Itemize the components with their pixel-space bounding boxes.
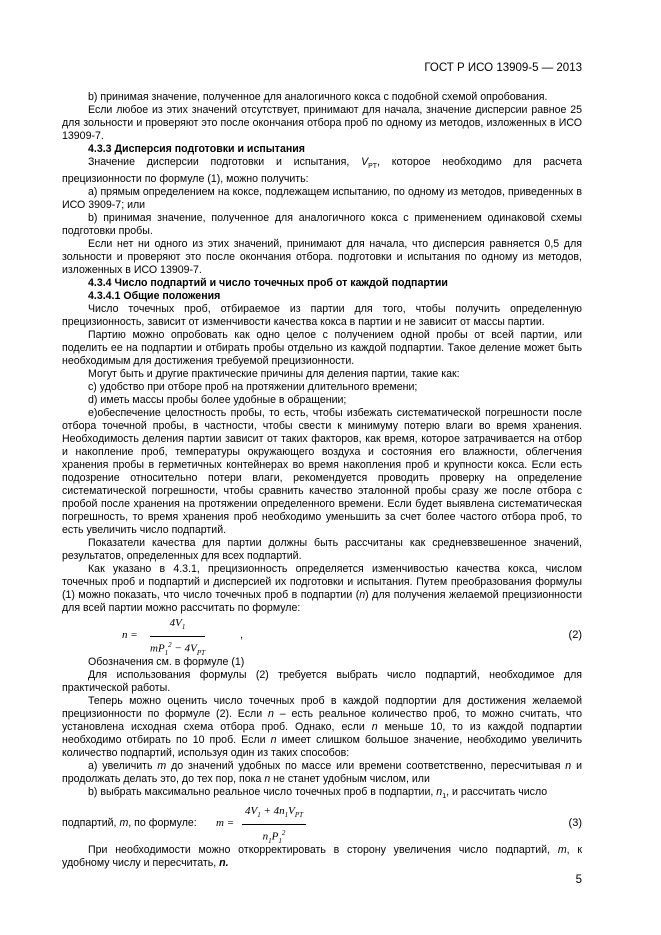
formula-lead: подпартий, m, по формуле: <box>62 817 197 830</box>
paragraph: Значение дисперсии подготовки и испытания, $V_{PT}$, которое необходимо для расчета прецизионности по формуле (1), можно получить: <box>62 156 582 186</box>
formula-denominator: $n_1P_1^2$ <box>262 829 286 846</box>
document-header: ГОСТ Р ИСО 13909-5 — 2013 <box>424 62 582 74</box>
list-item-a: а) прямым определением на коксе, подлежащем испытанию, по одному из методов, приведенных в ИСО 3909-7; или <box>62 186 582 212</box>
list-item-c: с) удобство при отборе проб на протяжении длительного времени; <box>88 381 418 394</box>
page-number: 5 <box>575 874 582 886</box>
formula-fraction <box>242 805 306 848</box>
formula-lhs: n = <box>122 629 138 642</box>
paragraph: Для использования формулы (2) требуется выбрать число подпартий, необходимое для практической работы. <box>62 669 582 695</box>
paragraph: b) принимая значение, полученное для аналогичного кокса с подобной схемой опробования. <box>88 91 548 103</box>
paragraph: Обозначения см. в формуле (1) <box>88 656 245 669</box>
paragraph: Теперь можно оценить число точечных проб в каждой подпортии для достижения желаемой прецизионности по формуле (2). Если n – есть реальное количество проб, то можно считать, что установлена исходная схема отбора проб. Однако, если n меньше 10, то из каждой подпартии необходимо отбирать по 10 проб. Если n имеет слишком большое значение, необходимо увеличить количество подпартий, используя один из таких способов: <box>62 695 583 760</box>
paragraph: Если любое из этих значений отсутствует, принимают для начала, значение дисперсии равное 25 для зольности и проверяют это после окончания отбора проб по одному из методов, изложенных в ИСО 13909-7. <box>62 104 582 142</box>
paragraph: Если нет ни одного из этих значений, принимают для начала, что дисперсия равняется 0,5 для зольности и проверяют это после окончания отбора. подготовки и испытания по одному из методов, изложенных в ИСО 13909-7. <box>62 238 582 277</box>
paragraph: При необходимости можно откорректировать в сторону увеличения число подпартий, m, к удобному числу и пересчитать, n. <box>62 844 582 870</box>
paragraph: Могут быть и другие практические причины для деления партии, такие как: <box>88 368 460 381</box>
list-item-b: b) принимая значение, полученное для аналогичного кокса с применением одинаковой схемы подготовки пробы. <box>62 212 582 238</box>
formula-number: (2) <box>568 629 582 642</box>
list-item-e: е)обеспечение целостность пробы, то есть, чтобы избежать систематической погрешности после отбора точечной пробы, в частности, чтобы свести к минимуму потерю влаги во время хранения. Необходимость деления партии зависит от таких факторов, как время, которое затрачивается на отбор и накопление проб, температуры окружающего воздуха и состояния его влажности, облегчения хранения пробы в герметичных контейнерах во время накопления проб и крупности кокса. Если есть подозрение относительно потери влаги, рекомендуется проводить проверку на определение систематической погрешности, чтобы сравнить качество эталонной пробы сразу же после отбора с пробой после хранения на протяжении определенного времени. Если будет выявлена систематическая погрешность, то время хранения проб необходимо уменьшить за счет более частого отбора проб, то есть увеличить число подпартий. <box>62 407 582 537</box>
formula-lhs: m = <box>216 817 235 830</box>
list-item-a: а) увеличить m до значений удобных по массе или времени соответственно, пересчитывая n и продолжать делать это, до тех пор, пока n не станет удобным числом, или <box>62 760 582 786</box>
paragraph: Показатели качества для партии должны быть рассчитаны как средневзвешенное значений, результатов, определенных для всех подпартий. <box>62 537 582 563</box>
formula-2: n = $4V_1$ $mP_1^2 - 4V_{PT}$ , (2) <box>62 617 582 653</box>
formula-3 <box>62 805 582 846</box>
list-item-b: b) выбрать максимально реальное число точечных проб в подпартии, $n_1$, и рассчитать число <box>88 786 548 801</box>
section-heading-4-3-3: 4.3.3 Дисперсия подготовки и испытания <box>88 143 305 155</box>
formula-fraction <box>150 617 205 660</box>
list-item-d: d) иметь массы пробы более удобные в обращении; <box>88 394 347 407</box>
section-heading-4-3-4-1: 4.3.4.1 Общие положения <box>88 290 221 303</box>
page-body <box>62 91 582 870</box>
formula-denominator: $mP_1^2 - 4V_{PT}$ <box>150 641 205 658</box>
formula-numerator: $4V_1$ <box>150 617 205 637</box>
formula-number: (3) <box>568 817 582 830</box>
section-heading-4-3-4: 4.3.4 Число подпартий и число точечных проб от каждой подпартии <box>88 277 448 290</box>
paragraph: Партию можно опробовать как одно целое с получением одной пробы от всей партии, или поделить ее на подпартии и отбирать пробы отдельно из каждой подпартии. Такое деление может быть необходимым для достижения требуемой прецизионности. <box>62 329 582 368</box>
paragraph: Как указано в 4.3.1, прецизионность определяется изменчивостью качества кокса, числом точечных проб и подпартий и дисперсией их подготовки и испытания. Путем преобразования формулы (1) можно показать, что число точечных проб в подпартии (n) для получения желаемой прецизионности для всей партии можно рассчитать по формуле: <box>62 563 582 615</box>
formula-numerator: $4V_1 + 4n_1V_{PT}$ <box>242 805 306 825</box>
paragraph: Число точечных проб, отбираемое из партии для того, чтобы получить определенную прецизионность, зависит от изменчивости качества кокса в партии и не зависит от массы партии. <box>62 303 582 329</box>
